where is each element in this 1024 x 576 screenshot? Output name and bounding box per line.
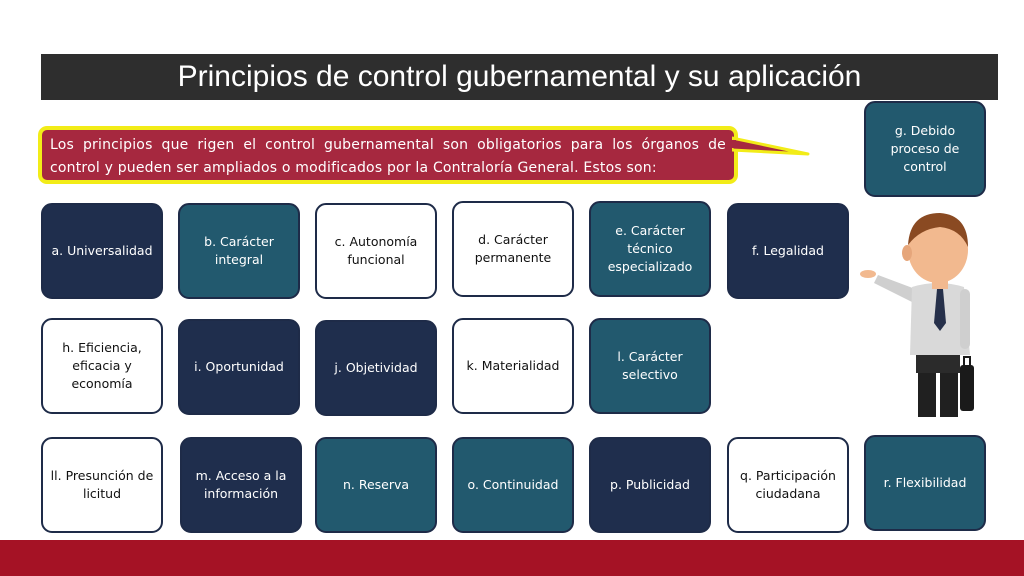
principle-card-ll — [41, 437, 163, 533]
footer-bar — [0, 540, 1024, 576]
principle-card-l — [589, 318, 711, 414]
principle-card-r — [864, 435, 986, 531]
principle-label: l. Carácter selectivo — [617, 349, 683, 382]
principle-label: f. Legalidad — [752, 243, 824, 258]
principle-label: j. Objetividad — [334, 360, 418, 375]
principle-label: a. Universalidad — [51, 243, 153, 258]
principle-card-p — [589, 437, 711, 533]
principle-card-a — [41, 203, 163, 299]
principle-label: p. Publicidad — [610, 477, 690, 492]
principle-card-o — [452, 437, 574, 533]
principle-card-b — [178, 203, 300, 299]
presenter-figure-icon — [860, 205, 980, 420]
principle-label: b. Carácter integral — [204, 234, 274, 267]
principle-card-j — [315, 320, 437, 416]
principle-card-q — [727, 437, 849, 533]
title-bar — [41, 54, 998, 100]
slide-title: Principios de control gubernamental y su aplicación — [177, 60, 862, 93]
principle-card-e — [589, 201, 711, 297]
principle-label: m. Acceso a la información — [195, 468, 287, 501]
principle-label: q. Participación ciudadana — [740, 468, 836, 501]
principle-card-d — [452, 201, 574, 297]
principle-card-n — [315, 437, 437, 533]
principle-label: o. Continuidad — [467, 477, 559, 492]
principle-card-f — [727, 203, 849, 299]
principle-card-h — [41, 318, 163, 414]
intro-callout: Los principios que rigen el control gubernamental son obligatorios para los órganos de control y pueden ser ampliados o modificados por la Contraloría General. Estos son: — [38, 126, 738, 184]
principle-card-c — [315, 203, 437, 299]
principle-label: i. Oportunidad — [194, 359, 284, 374]
principle-card-m — [180, 437, 302, 533]
principle-label: r. Flexibilidad — [883, 475, 967, 490]
principle-card-g — [864, 101, 986, 197]
principle-label: g. Debido proceso de control — [890, 123, 960, 174]
principle-label: d. Carácter permanente — [474, 232, 552, 265]
callout-tail-icon — [732, 136, 812, 160]
principle-label: n. Reserva — [342, 477, 410, 492]
principle-card-k — [452, 318, 574, 414]
principle-label: e. Carácter técnico especializado — [607, 223, 693, 274]
principle-card-i — [178, 319, 300, 415]
principle-label: c. Autonomía funcional — [334, 234, 418, 267]
principle-label: k. Materialidad — [466, 358, 560, 373]
principle-label: ll. Presunción de licitud — [50, 468, 154, 501]
principle-label: h. Eficiencia, eficacia y economía — [62, 340, 142, 391]
